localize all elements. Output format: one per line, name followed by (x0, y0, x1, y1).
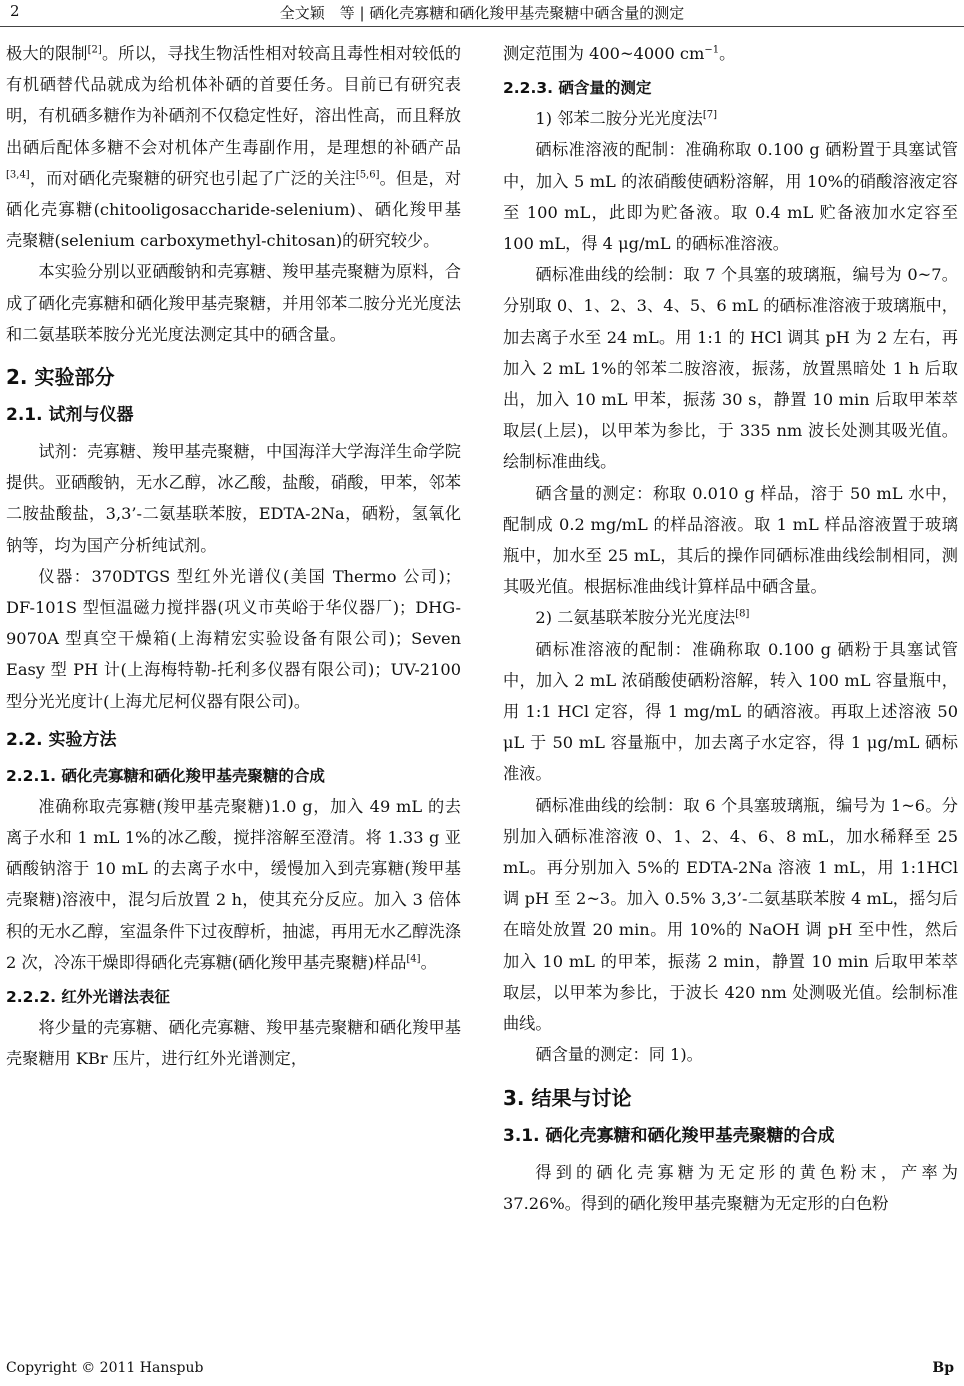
citation[interactable]: [3,4] (6, 169, 30, 181)
paragraph: 准确称取壳寡糖(羧甲基壳聚糖)1.0 g，加入 49 mL 的去离子水和 1 mL 1%的冰乙酸，搅拌溶解至澄清。将 1.33 g 亚硒酸钠溶于 10 mL 的去离子水中，缓慢加入到壳寡糖(羧甲基壳聚糖)溶液中，混匀后放置 2 h，使其充分反应。加入 3 倍体积的无水乙醇，室温条件下过夜醇析，抽滤，再用无水乙醇洗涤 2 次，冷冻干燥即得硒化壳寡糖(硒化羧甲基壳聚糖)样品[4]。 (6, 796, 461, 972)
section-heading: 2. 实验部分 (6, 365, 115, 390)
method-label: 2) 二氨基联苯胺分光光度法[8] (535, 608, 750, 628)
method-label: 1) 邻苯二胺分光光度法[7] (535, 109, 718, 129)
paragraph: 得到的硒化壳寡糖为无定形的黄色粉末，产率为 37.26%。得到的硒化羧甲基壳聚糖为无定形的白色粉 (503, 1162, 958, 1213)
subsubsection-heading: 2.2.2. 红外光谱法表征 (6, 988, 170, 1007)
citation[interactable]: [7] (702, 109, 718, 121)
section-heading: 3. 结果与讨论 (503, 1085, 632, 1110)
paragraph: 测定范围为 400~4000 $cm^{-1}$。 (503, 44, 736, 63)
subsection-heading: 2.2. 实验方法 (6, 729, 117, 750)
subsubsection-heading: 2.2.1. 硒化壳寡糖和硒化羧甲基壳聚糖的合成 (6, 766, 325, 785)
paragraph: 硒含量的测定：称取 0.010 g 样品，溶于 50 mL 水中，配制成 0.2 mg/mL 的样品溶液。取 1 mL 样品溶液置于玻璃瓶中，加水至 25 mL，其后的操作同硒标准曲线绘制相同，测其吸光值。根据标准曲线计算样品中硒含量。 (503, 483, 958, 597)
header-rule (0, 26, 964, 27)
citation[interactable]: [5,6] (355, 169, 380, 181)
subsection-heading: 2.1. 试剂与仪器 (6, 405, 134, 426)
subsubsection-heading: 2.2.3. 硒含量的测定 (503, 79, 652, 98)
superscript: −1 (704, 44, 720, 56)
paragraph: 本实验分别以亚硒酸钠和壳寡糖、羧甲基壳聚糖为原料，合成了硒化壳寡糖和硒化羧甲基壳聚糖，并用邻苯二胺分光光度法和二氨基联苯胺分光光度法测定其中的硒含量。 (6, 262, 461, 344)
subsection-heading: 3.1. 硒化壳寡糖和硒化羧甲基壳聚糖的合成 (503, 1125, 835, 1146)
paragraph: 将少量的壳寡糖、硒化壳寡糖、羧甲基壳聚糖和硒化羧甲基壳聚糖用 KBr 压片，进行红外光谱测定， (6, 1018, 461, 1069)
paragraph: 硒标准溶液的配制：准确称取 0.100 g 硒粉置于具塞试管中，加入 5 mL 的浓硝酸使硒粉溶解，用 10%的硝酸溶液定容至 100 mL，此即为贮备液。取 0.4 mL 贮备液加水定容至 100 mL，得 4 μg/mL 的硒标准溶液。 (503, 140, 958, 254)
page-number: 2 (10, 2, 20, 20)
paragraph: 硒标准溶液的配制：准确称取 0.100 g 硒粉于具塞试管中，加入 2 mL 浓硝酸使硒粉溶解，转入 100 mL 容量瓶中，用 1:1 HCl 定容，得 1 mg/mL 的硒溶液。再取上述溶液 50 μL 于 50 mL 容量瓶中，加去离子水定容，得 1 μg/mL 硒标准液。 (503, 639, 958, 784)
paragraph: 硒标准曲线的绘制：取 7 个具塞的玻璃瓶，编号为 0~7。分别取 0、1、2、3、4、5、6 mL 的硒标准溶液于玻璃瓶中，加去离子水至 24 mL。用 1:1 的 HCl 调其 pH 为 2 左右，再加入 2 mL 1%的邻苯二胺溶液，振荡，放置黑暗处 1 h 后取出，加入 10 mL 甲苯，振荡 30 s，静置 10 min 后取甲苯萃取层(上层)，以甲苯为参比，于 335 nm 波长处测其吸光值。绘制标准曲线。 (503, 265, 958, 472)
running-title: 全文颖 等 | 硒化壳寡糖和硒化羧甲基壳聚糖中硒含量的测定 (279, 4, 685, 22)
paragraph: 硒含量的测定：同 1)。 (535, 1045, 703, 1065)
paragraph: 仪器：370DTGS 型红外光谱仪(美国 Thermo 公司)；DF-101S 型恒温磁力搅拌器(巩义市英峪于华仪器厂)；DHG-9070A 型真空干燥箱(上海精宏实验设备有限公司)；Seven Easy 型 PH 计(上海梅特勒-托利多仪器有限公司)；UV-2100 型分光光度计(上海尤尼柯仪器有限公司)。 (6, 566, 461, 711)
citation[interactable]: [4] (406, 953, 421, 965)
citation[interactable]: [2] (87, 44, 102, 56)
copyright-text: Copyright © 2011 Hanspub (6, 1360, 204, 1376)
paragraph: 硒标准曲线的绘制：取 6 个具塞玻璃瓶，编号为 1~6。分别加入硒标准溶液 0、1、2、4、6、8 mL，加水稀释至 25 mL。再分别加入 5%的 EDTA-2Na 溶液 1 mL，用 1:1HCl 调 pH 至 2~3。加入 0.5% 3,3’-二氨基联苯胺 4 mL，摇匀后在暗处放置 20 min。用 10%的 NaOH 调 pH 至中性，然后加入 10 mL 的甲苯，振荡 2 min，静置 10 min 后取甲苯萃取层，以甲苯为参比，于波长 420 nm 处测吸光值。绘制标准曲线。 (503, 795, 958, 1034)
paragraph: 极大的限制[2]。所以，寻找生物活性相对较高且毒性相对较低的有机硒替代品就成为给机体补硒的首要任务。目前已有研究表明，有机硒多糖作为补硒剂不仅稳定性好，溶出性高，而且释放出硒后配体多糖不会对机体产生毒副作用，是理想的补硒产品[3,4]，而对硒化壳聚糖的研究也引起了广泛的关注[5,6]。但是，对硒化壳寡糖(chitooligosaccharide-selenium)、硒化羧甲基壳聚糖(selenium carboxymethyl-chitosan)的研究较少。 (6, 44, 462, 251)
journal-abbrev: Bp (932, 1360, 954, 1376)
right-column (503, 38, 958, 1219)
paragraph: 试剂：壳寡糖、羧甲基壳聚糖，中国海洋大学海洋生命学院提供。亚硒酸钠，无水乙醇，冰乙酸，盐酸，硝酸，甲苯，邻苯二胺盐酸盐，3,3’-二氨基联苯胺，EDTA-2Na，硒粉，氢氧化钠等，均为国产分析纯试剂。 (6, 442, 461, 555)
left-column (6, 38, 461, 1074)
citation[interactable]: [8] (735, 609, 750, 621)
running-header (0, 0, 964, 28)
